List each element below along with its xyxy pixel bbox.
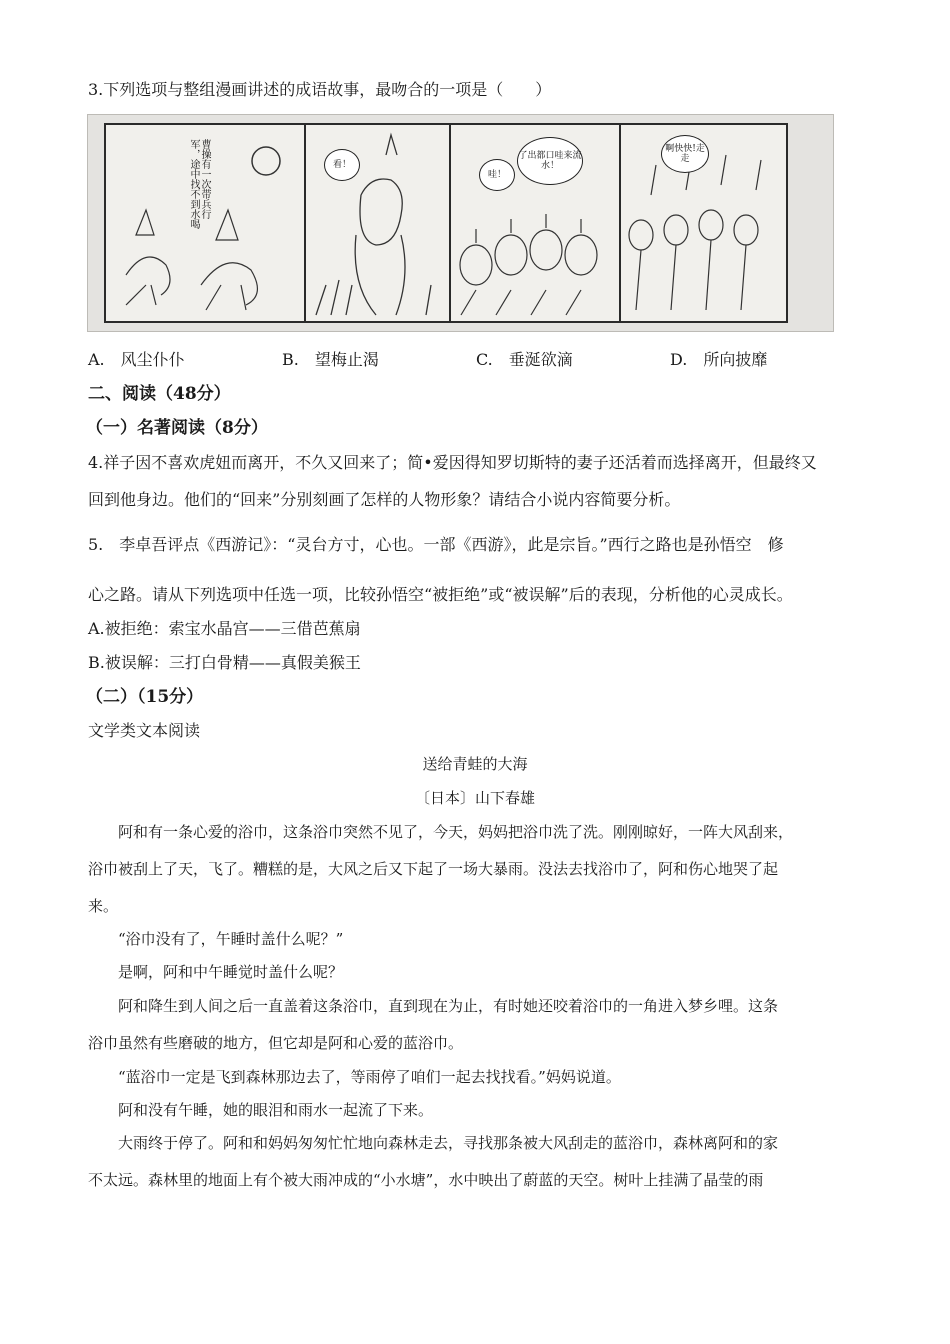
question-4-line-1: 4.祥子因不喜欢虎妞而离开，不久又回来了；简•爱因得知罗切斯特的妻子还活着而选择离开，但最终又 — [88, 453, 817, 472]
article-line: 来。 — [88, 897, 119, 915]
comic-panel-3 — [449, 123, 621, 323]
comic-bubble-water: 了出都口哇来流水！ — [517, 137, 583, 185]
article-line: 不太远。森林里的地面上有个被大雨冲成的“小水塘”，水中映出了蔚蓝的天空。树叶上挂满了晶莹的雨 — [88, 1171, 764, 1189]
q3-option-c: C. 垂涎欲滴 — [476, 350, 573, 369]
question-5-line-1: 5. 李卓吾评点《西游记》：“灵台方寸，心也。一部《西游》，此是宗旨。”西行之路也是孙悟空 修 — [88, 535, 784, 554]
comic-panel-4 — [619, 123, 788, 323]
question-3-stem: 3.下列选项与整组漫画讲述的成语故事，最吻合的一项是（ ） — [88, 80, 552, 99]
article-line: “浴巾没有了，午睡时盖什么呢？” — [88, 930, 344, 948]
part-2-title: （二）（15分） — [86, 687, 204, 707]
q3-option-a: A. 风尘仆仆 — [88, 350, 185, 369]
comic-bubble-hurry: 啊快快!走走 — [661, 135, 709, 173]
comic-panel-2 — [304, 123, 451, 323]
question-5-option-b: B.被误解：三打白骨精——真假美猴王 — [88, 653, 361, 672]
article-title: 送给青蛙的大海 — [422, 755, 528, 773]
article-line: 是啊，阿和中午睡觉时盖什么呢？ — [88, 963, 344, 981]
comic-strip-image — [87, 114, 834, 332]
section-2-title: 二、阅读（48分） — [88, 384, 231, 404]
question-5-line-2: 心之路。请从下列选项中任选一项，比较孙悟空“被拒绝”或“被误解”后的表现，分析他的心灵成长。 — [88, 585, 793, 604]
article-author: 〔日本〕山下春雄 — [414, 789, 535, 807]
q3-option-b: B. 望梅止渴 — [282, 350, 379, 369]
comic-caption: 曹操有一次带兵行军，途中找不到水喝 — [188, 139, 210, 229]
comic-bubble-wow: 哇！ — [479, 159, 515, 191]
question-5-option-a: A.被拒绝：索宝水晶宫——三借芭蕉扇 — [88, 619, 361, 638]
article-line: 阿和有一条心爱的浴巾，这条浴巾突然不见了，今天，妈妈把浴巾洗了洗。刚刚晾好，一阵大风刮来， — [88, 823, 794, 841]
comic-panel-1 — [104, 123, 306, 323]
article-line: “蓝浴巾一定是飞到森林那边去了，等雨停了咱们一起去找找看。”妈妈说道。 — [88, 1068, 621, 1086]
q3-option-d: D. 所向披靡 — [670, 350, 768, 369]
article-line: 浴巾虽然有些磨破的地方，但它却是阿和心爱的蓝浴巾。 — [88, 1034, 464, 1052]
article-line: 大雨终于停了。阿和和妈妈匆匆忙忙地向森林走去，寻找那条被大风刮走的蓝浴巾，森林离阿和的家 — [88, 1134, 779, 1152]
question-4-line-2: 回到他身边。他们的“回来”分别刻画了怎样的人物形象？请结合小说内容简要分析。 — [88, 490, 681, 509]
part-2-subtitle: 文学类文本阅读 — [88, 721, 201, 740]
comic-bubble-look: 看！ — [324, 149, 360, 181]
article-line: 阿和降生到人间之后一直盖着这条浴巾，直到现在为止，有时她还咬着浴巾的一角进入梦乡哩。这条 — [88, 997, 779, 1015]
article-line: 浴巾被刮上了天，飞了。糟糕的是，大风之后又下起了一场大暴雨。没法去找浴巾了，阿和伤心地哭了起 — [88, 860, 779, 878]
part-1-title: （一）名著阅读（8分） — [86, 418, 268, 438]
article-line: 阿和没有午睡，她的眼泪和雨水一起流了下来。 — [88, 1101, 434, 1119]
